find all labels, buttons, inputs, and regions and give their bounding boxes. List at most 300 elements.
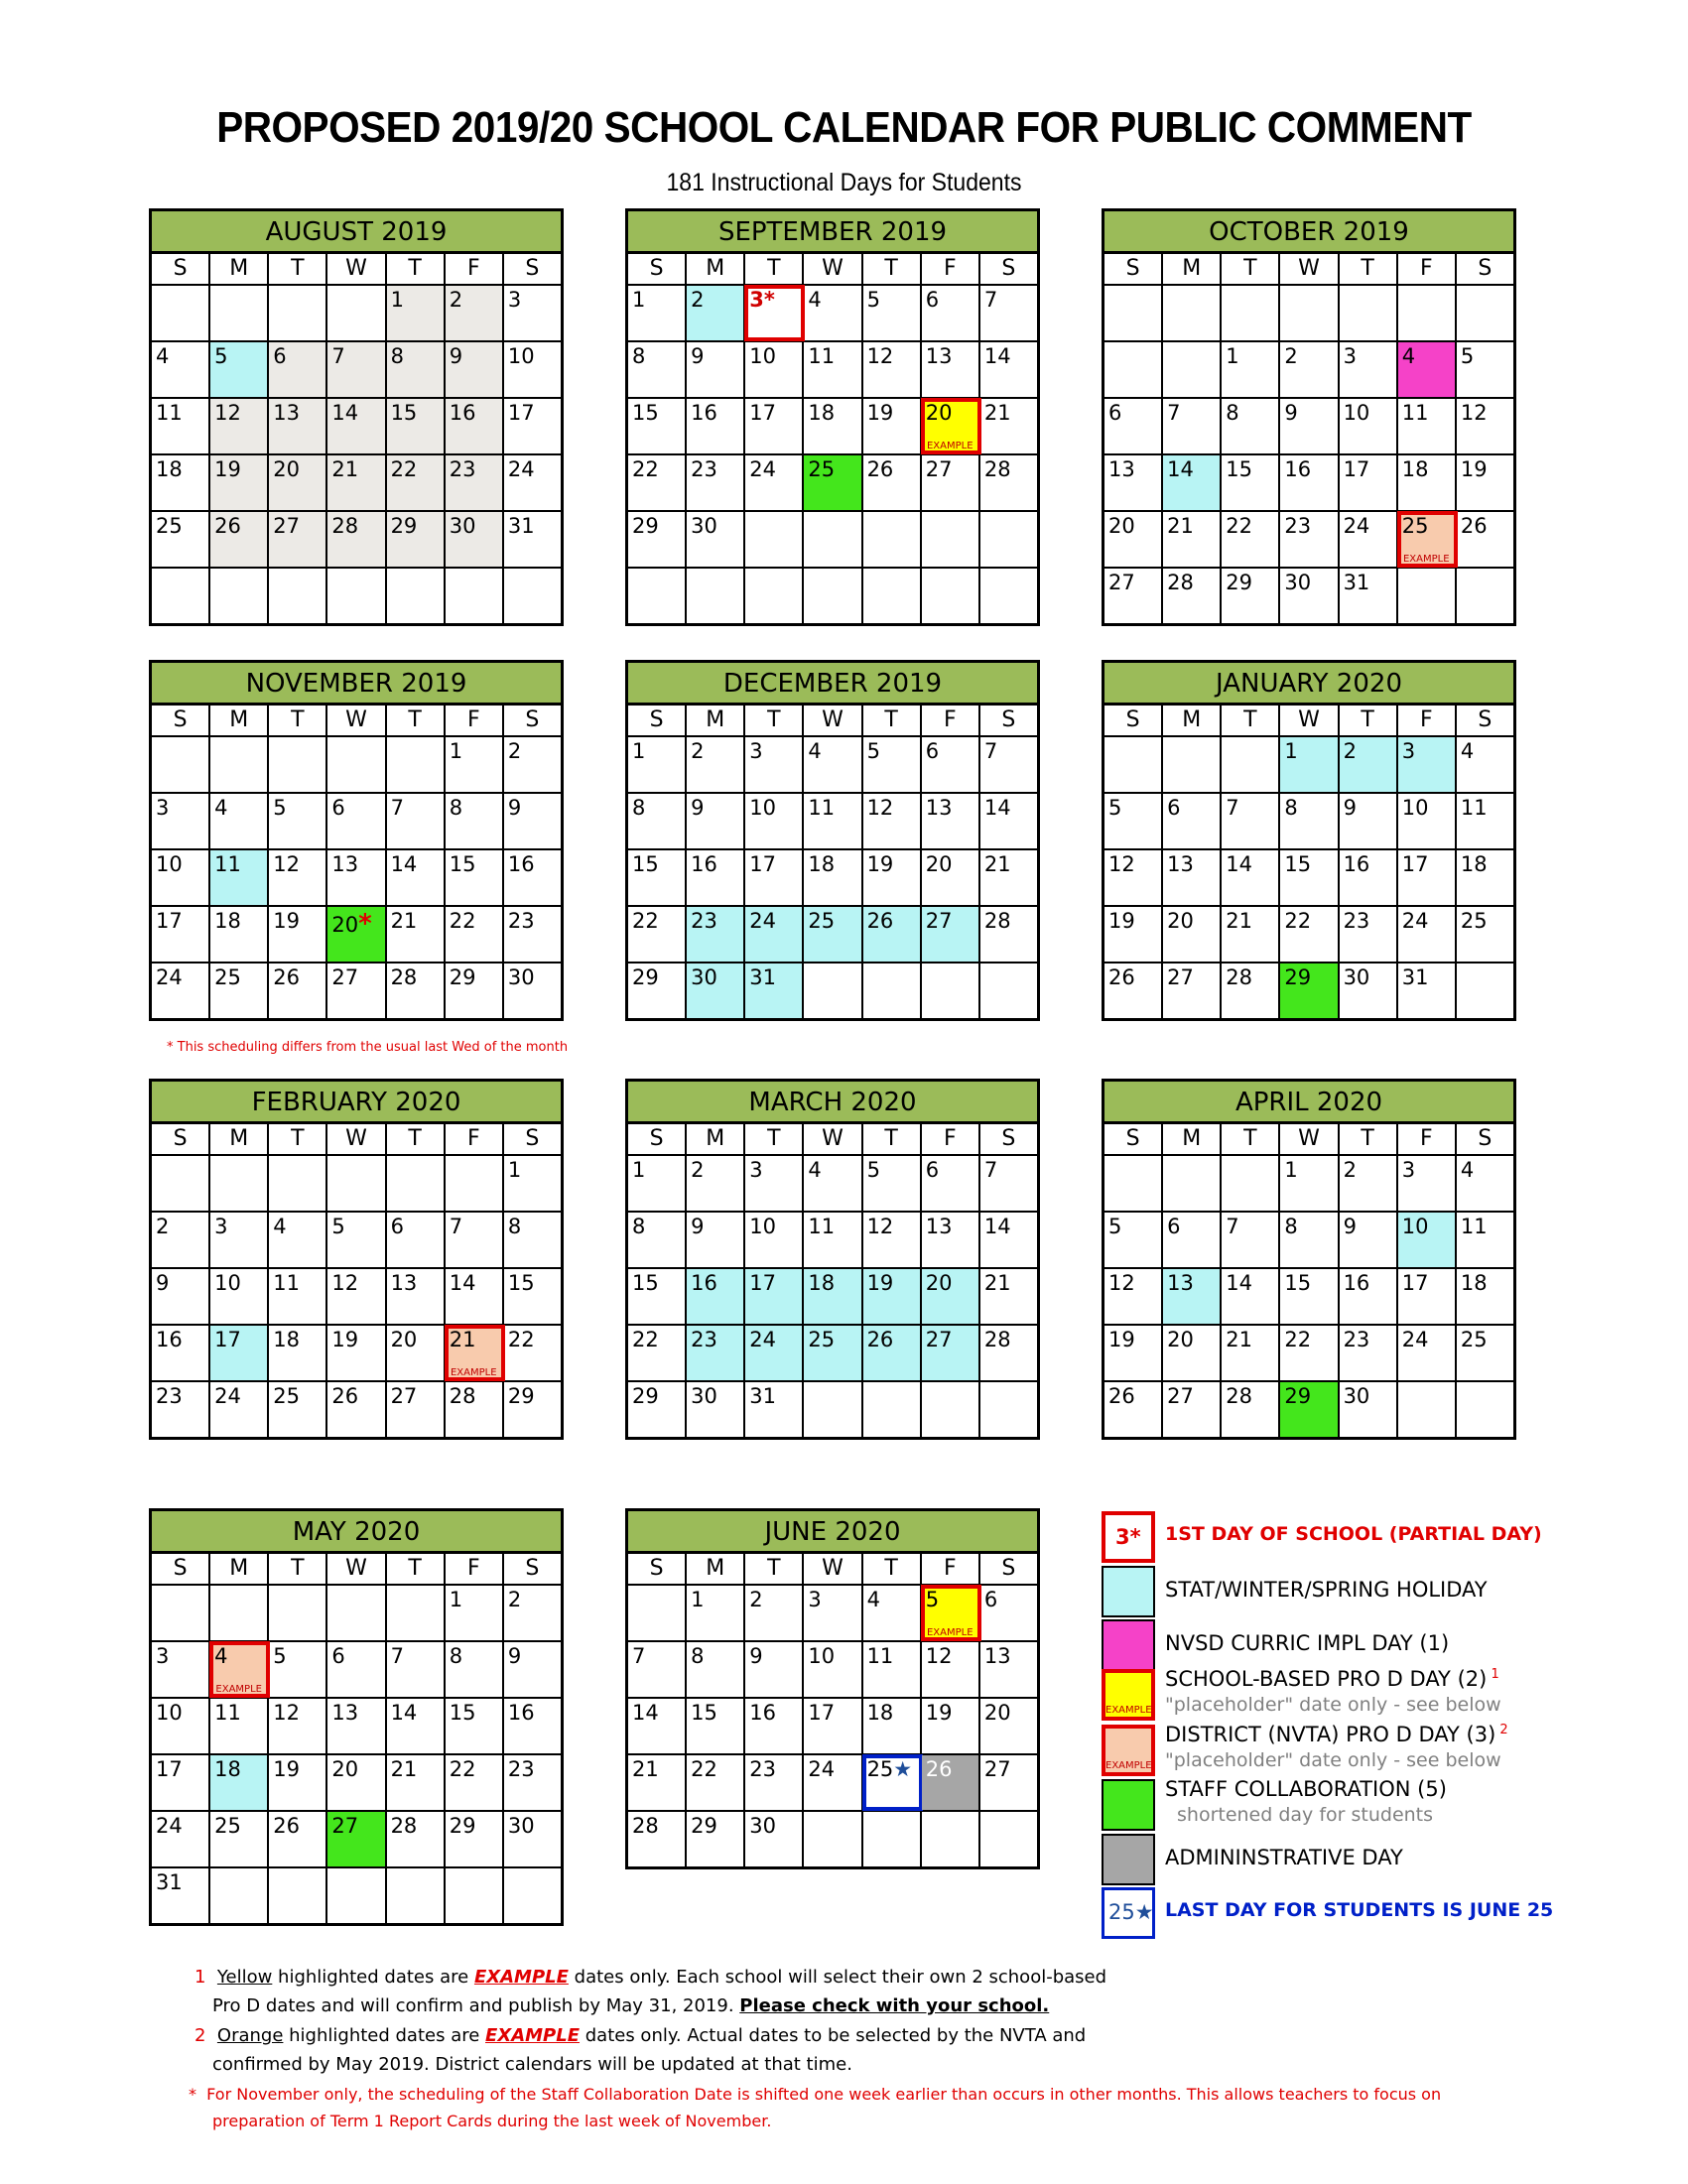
day-number: 30 bbox=[1284, 571, 1312, 594]
day-number: 1 bbox=[507, 1158, 522, 1182]
empty-day-cell bbox=[1398, 286, 1457, 340]
day-cell bbox=[804, 1642, 862, 1697]
day-cell bbox=[1398, 399, 1457, 453]
empty-day-cell bbox=[327, 286, 386, 340]
weekday-header: T bbox=[745, 254, 804, 284]
day-cell bbox=[745, 1755, 804, 1810]
day-cell bbox=[1104, 907, 1163, 962]
day-number: 17 bbox=[1401, 1271, 1429, 1295]
weekday-header: T bbox=[1222, 1124, 1280, 1154]
day-cell bbox=[387, 1812, 446, 1866]
day-number: 27 bbox=[331, 1814, 359, 1838]
day-cell bbox=[387, 964, 446, 1018]
day-cell bbox=[387, 399, 446, 453]
day-cell bbox=[1280, 794, 1339, 848]
day-number: 27 bbox=[1108, 571, 1135, 594]
weekday-header: W bbox=[804, 1124, 862, 1154]
day-number: 13 bbox=[331, 1701, 359, 1725]
footnote-3-text-b: preparation of Term 1 Report Cards during the last week of November. bbox=[212, 2112, 772, 2130]
footnote-1-text-a: highlighted dates are bbox=[272, 1967, 474, 1988]
day-number: 25 bbox=[808, 909, 836, 933]
empty-day-cell bbox=[152, 737, 210, 792]
day-number: 5 bbox=[273, 796, 287, 820]
day-cell bbox=[804, 794, 862, 848]
week-row bbox=[152, 1755, 564, 1812]
week-row bbox=[152, 1812, 564, 1868]
day-cell bbox=[922, 1326, 980, 1380]
weekday-header: S bbox=[152, 1124, 210, 1154]
day-number: 24 bbox=[749, 1328, 777, 1351]
month-header: APRIL 2020 bbox=[1102, 1079, 1516, 1124]
day-cell bbox=[628, 1642, 687, 1697]
day-cell bbox=[504, 850, 564, 905]
day-cell bbox=[687, 850, 745, 905]
empty-day-cell bbox=[922, 964, 980, 1018]
day-number: 2 bbox=[1284, 344, 1298, 368]
day-number: 13 bbox=[1167, 852, 1194, 876]
weekday-header: S bbox=[628, 254, 687, 284]
day-cell bbox=[210, 1269, 269, 1324]
day-cell bbox=[628, 1213, 687, 1267]
legend-sublabel: "placeholder" date only - see below bbox=[1165, 1749, 1501, 1771]
weekday-header: T bbox=[863, 1554, 922, 1584]
weekday-header: F bbox=[446, 1124, 504, 1154]
day-number: 29 bbox=[1284, 965, 1312, 989]
day-number: 23 bbox=[449, 457, 476, 481]
day-number: 15 bbox=[1226, 457, 1253, 481]
weekday-header: F bbox=[446, 1554, 504, 1584]
day-number: 22 bbox=[632, 909, 659, 933]
day-cell bbox=[980, 399, 1040, 453]
day-number: 22 bbox=[449, 1757, 476, 1781]
day-number: 27 bbox=[925, 457, 953, 481]
day-cell bbox=[745, 1269, 804, 1324]
day-number: 28 bbox=[632, 1814, 659, 1838]
day-cell bbox=[687, 1642, 745, 1697]
day-cell bbox=[628, 286, 687, 340]
day-cell bbox=[152, 342, 210, 397]
day-number: 19 bbox=[1460, 457, 1488, 481]
day-number: 15 bbox=[1284, 852, 1312, 876]
week-row bbox=[152, 1213, 564, 1269]
weekday-header-row bbox=[628, 1124, 1040, 1156]
day-cell bbox=[1457, 1326, 1516, 1380]
day-cell bbox=[628, 1326, 687, 1380]
legend-label: SCHOOL-BASED PRO D DAY (2) $^1$ bbox=[1165, 1667, 1499, 1691]
day-cell bbox=[1163, 512, 1222, 567]
day-number: 6 bbox=[925, 288, 940, 312]
day-number: 16 bbox=[691, 852, 717, 876]
day-number: 21 bbox=[331, 457, 359, 481]
day-number: 12 bbox=[866, 1215, 894, 1238]
day-cell bbox=[687, 342, 745, 397]
week-row bbox=[1104, 850, 1516, 907]
day-number: 14 bbox=[983, 1215, 1011, 1238]
weekday-header: T bbox=[269, 254, 327, 284]
day-number: 15 bbox=[632, 852, 659, 876]
day-cell bbox=[504, 1382, 564, 1437]
day-cell bbox=[922, 1213, 980, 1267]
week-row bbox=[152, 794, 564, 850]
day-number: 28 bbox=[983, 1328, 1011, 1351]
empty-day-cell bbox=[269, 1156, 327, 1211]
day-number: 16 bbox=[749, 1701, 777, 1725]
day-number: 10 bbox=[749, 1215, 777, 1238]
day-number: 28 bbox=[1226, 965, 1253, 989]
day-cell bbox=[446, 286, 504, 340]
week-row bbox=[152, 1642, 564, 1699]
empty-day-cell bbox=[327, 737, 386, 792]
day-cell bbox=[687, 907, 745, 962]
day-cell bbox=[863, 1269, 922, 1324]
day-cell bbox=[745, 737, 804, 792]
day-number: 20 bbox=[925, 852, 953, 876]
day-number: 18 bbox=[214, 909, 241, 933]
day-cell bbox=[1280, 512, 1339, 567]
day-cell bbox=[922, 1156, 980, 1211]
day-cell bbox=[210, 1812, 269, 1866]
weekday-header: S bbox=[1104, 254, 1163, 284]
day-cell bbox=[922, 1269, 980, 1324]
day-cell bbox=[327, 512, 386, 567]
day-cell bbox=[504, 964, 564, 1018]
empty-day-cell bbox=[745, 569, 804, 623]
empty-day-cell bbox=[804, 1382, 862, 1437]
week-row bbox=[1104, 342, 1516, 399]
day-cell bbox=[446, 1213, 504, 1267]
day-number: 8 bbox=[632, 796, 646, 820]
day-number: 23 bbox=[691, 457, 717, 481]
day-number: 1 bbox=[691, 1588, 705, 1611]
empty-day-cell bbox=[804, 569, 862, 623]
day-number: 17 bbox=[214, 1328, 241, 1351]
day-cell bbox=[327, 1755, 386, 1810]
day-cell bbox=[922, 286, 980, 340]
day-cell bbox=[863, 1699, 922, 1753]
day-cell bbox=[804, 1699, 862, 1753]
day-cell bbox=[687, 737, 745, 792]
month-grid bbox=[149, 706, 564, 1021]
day-cell bbox=[980, 794, 1040, 848]
day-number: 10 bbox=[808, 1644, 836, 1668]
day-cell bbox=[152, 455, 210, 510]
month-header: AUGUST 2019 bbox=[149, 208, 564, 254]
day-cell bbox=[446, 907, 504, 962]
empty-day-cell bbox=[980, 1382, 1040, 1437]
weekday-header: W bbox=[804, 706, 862, 735]
day-number: 24 bbox=[156, 1814, 183, 1838]
empty-day-cell bbox=[1457, 569, 1516, 623]
weekday-header-row bbox=[152, 1554, 564, 1586]
footnote-2-text-b: dates only. Actual dates to be selected by the NVTA and bbox=[580, 2025, 1087, 2046]
day-number: 6 bbox=[390, 1215, 404, 1238]
day-number: 6 bbox=[1167, 796, 1181, 820]
day-number: 25 bbox=[1401, 514, 1429, 538]
day-number: 14 bbox=[331, 401, 359, 425]
day-number: 29 bbox=[449, 1814, 476, 1838]
day-number: 17 bbox=[1343, 457, 1370, 481]
weekday-header: S bbox=[504, 1124, 564, 1154]
day-cell bbox=[745, 286, 804, 340]
month-grid bbox=[149, 1124, 564, 1440]
day-cell bbox=[269, 964, 327, 1018]
day-number: 14 bbox=[1226, 1271, 1253, 1295]
month-grid bbox=[1102, 254, 1516, 626]
weekday-header: M bbox=[687, 706, 745, 735]
day-cell bbox=[269, 1213, 327, 1267]
day-cell bbox=[269, 455, 327, 510]
day-cell bbox=[1104, 964, 1163, 1018]
day-number: 6 bbox=[273, 344, 287, 368]
day-cell bbox=[745, 1699, 804, 1753]
day-cell bbox=[327, 1326, 386, 1380]
empty-day-cell bbox=[1398, 569, 1457, 623]
day-number: 27 bbox=[1167, 965, 1194, 989]
weekday-header: S bbox=[504, 706, 564, 735]
day-cell bbox=[327, 1213, 386, 1267]
day-cell bbox=[804, 286, 862, 340]
day-cell bbox=[1457, 1269, 1516, 1324]
day-cell bbox=[1340, 1326, 1398, 1380]
day-number: 15 bbox=[390, 401, 418, 425]
month-june-2020 bbox=[625, 1508, 1040, 1869]
week-row bbox=[152, 907, 564, 964]
day-number: 10 bbox=[1401, 796, 1429, 820]
day-number: 1 bbox=[449, 1588, 463, 1611]
day-number: 21 bbox=[983, 401, 1011, 425]
day-number: 26 bbox=[331, 1384, 359, 1408]
day-cell bbox=[863, 1755, 922, 1810]
week-row bbox=[152, 964, 564, 1021]
day-cell bbox=[446, 399, 504, 453]
week-row bbox=[1104, 1213, 1516, 1269]
day-cell bbox=[1163, 1326, 1222, 1380]
month-grid bbox=[1102, 1124, 1516, 1440]
day-number: 22 bbox=[1284, 909, 1312, 933]
day-cell bbox=[152, 794, 210, 848]
day-cell bbox=[1222, 1382, 1280, 1437]
day-cell bbox=[446, 342, 504, 397]
month-grid bbox=[625, 1554, 1040, 1869]
week-row bbox=[152, 342, 564, 399]
week-row bbox=[152, 1699, 564, 1755]
asterisk-icon: * bbox=[358, 909, 372, 939]
day-number: 21 bbox=[390, 1757, 418, 1781]
day-number: 31 bbox=[156, 1870, 183, 1894]
empty-day-cell bbox=[1222, 737, 1280, 792]
empty-day-cell bbox=[269, 1586, 327, 1640]
week-row bbox=[152, 1586, 564, 1642]
day-cell bbox=[628, 794, 687, 848]
day-number: 16 bbox=[1343, 852, 1370, 876]
day-number: 31 bbox=[749, 965, 777, 989]
day-cell bbox=[1104, 794, 1163, 848]
day-number: 21 bbox=[1226, 909, 1253, 933]
day-number: 28 bbox=[983, 457, 1011, 481]
day-cell bbox=[1104, 569, 1163, 623]
week-row bbox=[1104, 964, 1516, 1021]
week-row bbox=[152, 455, 564, 512]
legend-swatch bbox=[1102, 1566, 1155, 1617]
weekday-header: M bbox=[210, 706, 269, 735]
day-number: 23 bbox=[156, 1384, 183, 1408]
week-row bbox=[628, 1642, 1040, 1699]
day-cell bbox=[1280, 737, 1339, 792]
empty-day-cell bbox=[863, 1382, 922, 1437]
legend-swatch-label: 3* bbox=[1115, 1525, 1141, 1549]
footnote-2-orange: Orange bbox=[216, 2025, 284, 2046]
day-cell bbox=[152, 1642, 210, 1697]
day-cell bbox=[745, 850, 804, 905]
day-number: 26 bbox=[925, 1757, 953, 1781]
day-number: 25 bbox=[156, 514, 183, 538]
example-label: EXAMPLE bbox=[1402, 554, 1450, 565]
empty-day-cell bbox=[980, 964, 1040, 1018]
day-cell bbox=[327, 1699, 386, 1753]
day-cell bbox=[1457, 399, 1516, 453]
day-number: 22 bbox=[1226, 514, 1253, 538]
day-cell bbox=[1163, 569, 1222, 623]
empty-day-cell bbox=[922, 1812, 980, 1866]
day-number: 1 bbox=[632, 739, 646, 763]
week-row bbox=[152, 1156, 564, 1213]
day-number: 1 bbox=[632, 288, 646, 312]
day-cell bbox=[1340, 569, 1398, 623]
month-header: JANUARY 2020 bbox=[1102, 660, 1516, 706]
day-cell bbox=[745, 794, 804, 848]
day-number: 27 bbox=[1167, 1384, 1194, 1408]
empty-day-cell bbox=[1222, 286, 1280, 340]
day-number: 2 bbox=[1343, 739, 1357, 763]
legend-swatch-label: 25★ bbox=[1108, 1900, 1154, 1924]
weekday-header: F bbox=[922, 1554, 980, 1584]
day-cell bbox=[628, 1755, 687, 1810]
empty-day-cell bbox=[804, 1812, 862, 1866]
day-number: 17 bbox=[749, 1271, 777, 1295]
day-cell bbox=[804, 907, 862, 962]
day-number: 30 bbox=[691, 1384, 717, 1408]
day-number: 19 bbox=[1108, 909, 1135, 933]
week-row bbox=[628, 569, 1040, 626]
month-header: MARCH 2020 bbox=[625, 1079, 1040, 1124]
day-cell bbox=[152, 1213, 210, 1267]
day-cell bbox=[1222, 794, 1280, 848]
day-number: 6 bbox=[331, 1644, 345, 1668]
day-cell bbox=[980, 1156, 1040, 1211]
day-number: 31 bbox=[749, 1384, 777, 1408]
day-number: 2 bbox=[507, 1588, 522, 1611]
day-number: 26 bbox=[866, 909, 894, 933]
day-cell bbox=[1163, 1382, 1222, 1437]
legend-swatch bbox=[1102, 1725, 1155, 1776]
weekday-header: S bbox=[980, 1124, 1040, 1154]
day-cell bbox=[745, 342, 804, 397]
day-cell bbox=[504, 1812, 564, 1866]
day-cell bbox=[745, 1156, 804, 1211]
day-number: 7 bbox=[1226, 796, 1239, 820]
empty-day-cell bbox=[1104, 737, 1163, 792]
weekday-header: W bbox=[1280, 254, 1339, 284]
day-number: 27 bbox=[983, 1757, 1011, 1781]
day-number: 6 bbox=[925, 1158, 940, 1182]
day-cell bbox=[1163, 907, 1222, 962]
day-cell bbox=[1280, 399, 1339, 453]
weekday-header-row bbox=[628, 1554, 1040, 1586]
empty-day-cell bbox=[210, 1156, 269, 1211]
day-cell bbox=[980, 1755, 1040, 1810]
day-number: 17 bbox=[156, 909, 183, 933]
month-grid bbox=[625, 254, 1040, 626]
day-number: 4 bbox=[1460, 1158, 1475, 1182]
day-number: 1 bbox=[449, 739, 463, 763]
day-number: 24 bbox=[507, 457, 535, 481]
weekday-header-row bbox=[152, 1124, 564, 1156]
weekday-header-row bbox=[628, 706, 1040, 737]
day-cell bbox=[446, 1382, 504, 1437]
day-cell bbox=[1104, 399, 1163, 453]
day-cell bbox=[745, 399, 804, 453]
day-number: 9 bbox=[691, 344, 705, 368]
day-number: 12 bbox=[1108, 852, 1135, 876]
day-cell bbox=[863, 737, 922, 792]
week-row bbox=[1104, 737, 1516, 794]
day-number: 3 bbox=[749, 1158, 763, 1182]
day-number: 20 bbox=[925, 401, 953, 425]
day-cell bbox=[327, 399, 386, 453]
empty-day-cell bbox=[1104, 1156, 1163, 1211]
day-number: 9 bbox=[156, 1271, 170, 1295]
day-cell bbox=[1398, 850, 1457, 905]
day-number: 18 bbox=[1401, 457, 1429, 481]
day-cell bbox=[687, 286, 745, 340]
empty-day-cell bbox=[804, 964, 862, 1018]
week-row bbox=[152, 1269, 564, 1326]
weekday-header: S bbox=[152, 706, 210, 735]
day-number: 24 bbox=[1401, 909, 1429, 933]
empty-day-cell bbox=[327, 569, 386, 623]
month-grid bbox=[149, 254, 564, 626]
day-number: 12 bbox=[331, 1271, 359, 1295]
empty-day-cell bbox=[745, 512, 804, 567]
day-number: 17 bbox=[749, 401, 777, 425]
day-cell bbox=[152, 1326, 210, 1380]
day-number: 18 bbox=[808, 1271, 836, 1295]
empty-day-cell bbox=[863, 512, 922, 567]
day-number: 8 bbox=[1284, 796, 1298, 820]
day-cell bbox=[1163, 1269, 1222, 1324]
day-cell bbox=[504, 1642, 564, 1697]
day-number: 13 bbox=[273, 401, 301, 425]
empty-day-cell bbox=[327, 1156, 386, 1211]
day-cell bbox=[1398, 1326, 1457, 1380]
day-cell bbox=[269, 1699, 327, 1753]
week-row bbox=[628, 794, 1040, 850]
day-cell bbox=[922, 455, 980, 510]
day-number: 30 bbox=[507, 1814, 535, 1838]
day-number: 8 bbox=[1284, 1215, 1298, 1238]
empty-day-cell bbox=[387, 1586, 446, 1640]
day-cell bbox=[980, 1586, 1040, 1640]
day-cell bbox=[980, 286, 1040, 340]
day-number: 2 bbox=[749, 1588, 763, 1611]
empty-day-cell bbox=[210, 286, 269, 340]
day-number: 19 bbox=[273, 909, 301, 933]
day-cell bbox=[504, 1755, 564, 1810]
weekday-header: S bbox=[980, 254, 1040, 284]
day-cell bbox=[327, 455, 386, 510]
day-cell bbox=[1340, 342, 1398, 397]
day-cell bbox=[804, 1326, 862, 1380]
